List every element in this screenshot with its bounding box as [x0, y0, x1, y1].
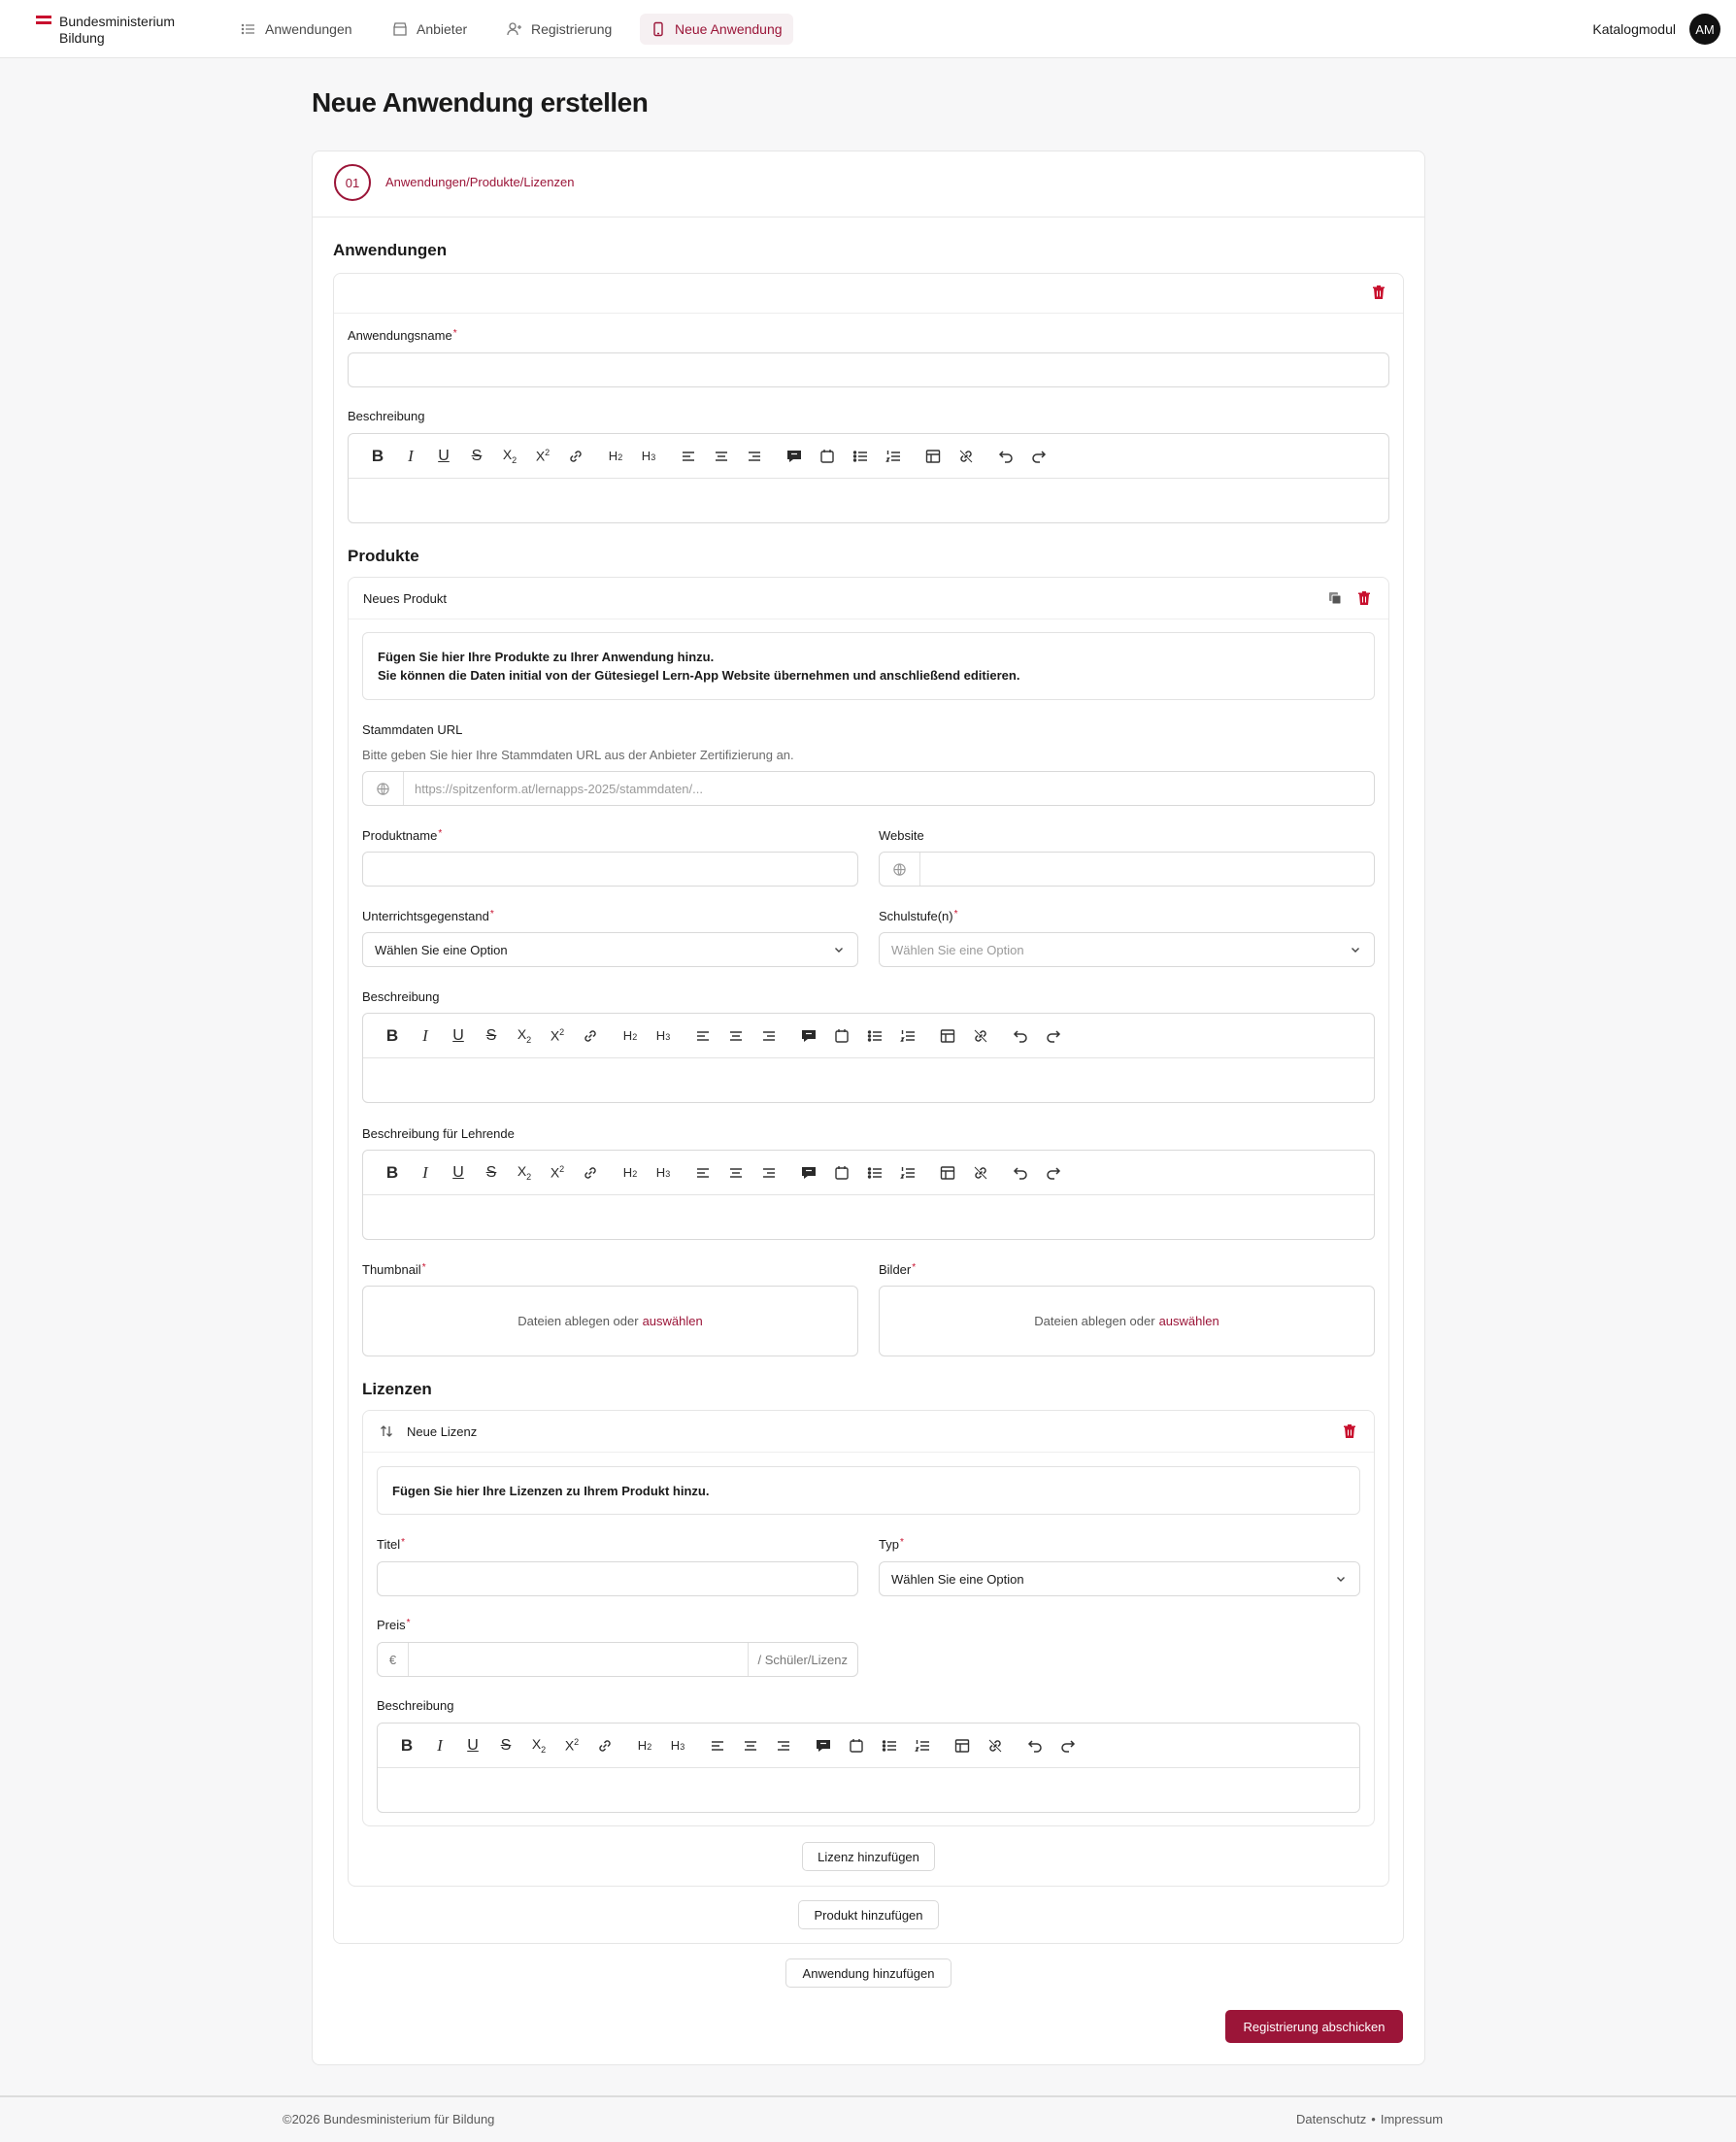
subscript-icon[interactable]: $X_2$: [531, 1736, 547, 1755]
undo-icon[interactable]: [989, 440, 1022, 473]
required-marker: *: [899, 1537, 904, 1548]
nav-neue-anwendung-label: Neue Anwendung: [675, 21, 783, 37]
required-marker: *: [401, 1537, 405, 1548]
bold-icon[interactable]: B: [385, 1025, 399, 1045]
duplicate-product-button[interactable]: [1325, 588, 1345, 608]
link-icon[interactable]: [574, 1020, 607, 1053]
redo-icon[interactable]: [1037, 1020, 1070, 1053]
bullet-list-icon[interactable]: [858, 1156, 891, 1189]
align-left-icon[interactable]: [686, 1020, 719, 1053]
underline-icon[interactable]: U: [452, 1026, 464, 1044]
top-navbar: [0, 0, 1736, 58]
comment-icon[interactable]: [807, 1729, 840, 1762]
comment-icon[interactable]: [792, 1020, 825, 1053]
required-marker: *: [438, 828, 443, 839]
step-divider: [313, 217, 1424, 218]
link-icon[interactable]: [559, 440, 592, 473]
produkt-beschreibung-label: Beschreibung: [362, 989, 440, 1004]
module-label[interactable]: Katalogmodul: [1592, 21, 1676, 37]
list-icon: [241, 21, 256, 37]
heading-3-icon[interactable]: H3: [670, 1738, 685, 1753]
footer: [0, 2095, 1736, 2142]
schulstufe-placeholder: Wählen Sie eine Option: [891, 942, 1024, 957]
comment-icon[interactable]: [792, 1156, 825, 1189]
editor-toolbar: [363, 1151, 1374, 1195]
heading-2-icon[interactable]: H2: [622, 1028, 638, 1043]
product-info-line2: Sie können die Daten initial von der Gütesiegel Lern-App Website übernehmen und anschließend editieren.: [378, 668, 1020, 683]
underline-icon[interactable]: U: [438, 447, 450, 464]
product-card-title: Neues Produkt: [363, 591, 447, 606]
unlink-icon[interactable]: [964, 1020, 997, 1053]
align-center-icon[interactable]: [734, 1729, 767, 1762]
heading-2-icon[interactable]: H2: [622, 1165, 638, 1180]
redo-icon[interactable]: [1022, 440, 1055, 473]
redo-icon[interactable]: [1052, 1729, 1085, 1762]
product-info-box: [362, 632, 1375, 700]
note-icon[interactable]: [825, 1156, 858, 1189]
step-label: Anwendungen/Produkte/Lizenzen: [385, 175, 575, 189]
align-right-icon[interactable]: [752, 1020, 785, 1053]
beschreibung-lehrende-label: Beschreibung für Lehrende: [362, 1126, 515, 1141]
heading-3-icon[interactable]: H3: [655, 1165, 671, 1180]
bold-icon[interactable]: B: [385, 1162, 399, 1182]
heading-3-icon[interactable]: H3: [655, 1028, 671, 1043]
bullet-list-icon[interactable]: [873, 1729, 906, 1762]
chevron-down-icon: [1349, 943, 1362, 956]
anwendungsname-input[interactable]: [348, 352, 1389, 387]
thumbnail-select-link[interactable]: auswählen: [642, 1314, 703, 1328]
add-application-button[interactable]: Anwendung hinzufügen: [785, 1958, 951, 1988]
stammdaten-label: Stammdaten URL: [362, 722, 463, 737]
align-right-icon[interactable]: [738, 440, 771, 473]
bold-icon[interactable]: B: [371, 446, 384, 465]
privacy-link[interactable]: Datenschutz: [1296, 2112, 1367, 2126]
license-titel-input[interactable]: [377, 1561, 858, 1596]
anwendungsname-label: Anwendungsname*: [348, 328, 457, 343]
imprint-link[interactable]: Impressum: [1380, 2112, 1444, 2126]
ordered-list-icon[interactable]: [877, 440, 910, 473]
required-marker: *: [406, 1618, 411, 1628]
license-info-text: Fügen Sie hier Ihre Lizenzen zu Ihrem Produkt hinzu.: [392, 1483, 710, 1498]
table-icon[interactable]: [931, 1020, 964, 1053]
sort-arrows-icon: [379, 1423, 394, 1439]
editor-toolbar: [378, 1724, 1359, 1768]
italic-icon[interactable]: I: [437, 1735, 443, 1755]
thumbnail-dropzone[interactable]: [362, 1286, 858, 1356]
nav-anbieter[interactable]: [382, 14, 478, 45]
license-typ-value: Wählen Sie eine Option: [891, 1571, 1024, 1587]
undo-icon[interactable]: [1004, 1020, 1037, 1053]
trash-icon: [1371, 284, 1386, 300]
license-info-box: [377, 1466, 1360, 1515]
bold-icon[interactable]: B: [400, 1735, 414, 1755]
italic-icon[interactable]: I: [422, 1025, 428, 1045]
bilder-select-link[interactable]: auswählen: [1158, 1314, 1219, 1328]
unlink-icon[interactable]: [950, 440, 983, 473]
align-center-icon[interactable]: [705, 440, 738, 473]
nav-neue-anwendung[interactable]: [640, 14, 793, 45]
price-suffix: / Schüler/Lizenz: [748, 1643, 858, 1676]
bullet-list-icon[interactable]: [858, 1020, 891, 1053]
required-marker: *: [489, 909, 494, 920]
product-info-line1: Fügen Sie hier Ihre Produkte zu Ihrer Anwendung hinzu.: [378, 650, 715, 664]
license-typ-select[interactable]: [879, 1561, 1360, 1596]
submit-registration-button[interactable]: Registrierung abschicken: [1225, 2010, 1403, 2043]
delete-license-button[interactable]: [1340, 1422, 1359, 1441]
strikethrough-icon[interactable]: S: [485, 1026, 497, 1044]
bilder-drop-text: Dateien ablegen oder: [1034, 1314, 1155, 1328]
anwendungen-heading: Anwendungen: [333, 241, 448, 259]
anwendung-beschreibung-label: Beschreibung: [348, 409, 425, 423]
nav-anwendungen[interactable]: [230, 14, 363, 45]
editor-toolbar: [363, 1014, 1374, 1058]
subscript-icon[interactable]: $X_2$: [502, 447, 517, 465]
user-area: [1592, 14, 1720, 45]
website-label: Website: [879, 828, 924, 843]
produkt-beschreibung-editor[interactable]: [362, 1013, 1375, 1103]
underline-icon[interactable]: U: [452, 1163, 464, 1181]
thumbnail-label: Thumbnail*: [362, 1262, 426, 1277]
required-marker: *: [421, 1262, 426, 1273]
align-right-icon[interactable]: [767, 1729, 800, 1762]
link-icon[interactable]: [574, 1156, 607, 1189]
schulstufe-label: Schulstufe(n)*: [879, 909, 958, 923]
align-left-icon[interactable]: [672, 440, 705, 473]
application-header-divider: [334, 313, 1403, 314]
delete-product-button[interactable]: [1354, 588, 1374, 608]
note-icon[interactable]: [811, 440, 844, 473]
store-icon: [392, 21, 408, 37]
delete-application-button[interactable]: [1369, 283, 1388, 302]
table-icon[interactable]: [946, 1729, 979, 1762]
license-header-divider: [363, 1452, 1374, 1453]
unterrichtsgegenstand-select[interactable]: [362, 932, 858, 967]
link-icon[interactable]: [588, 1729, 621, 1762]
typ-label: Typ*: [879, 1537, 904, 1552]
bilder-dropzone[interactable]: [879, 1286, 1375, 1356]
produkte-heading: Produkte: [348, 547, 419, 565]
lizenzen-heading: Lizenzen: [362, 1380, 432, 1398]
step-number: 01: [334, 164, 371, 201]
undo-icon[interactable]: [1018, 1729, 1052, 1762]
undo-icon[interactable]: [1004, 1156, 1037, 1189]
underline-icon[interactable]: U: [467, 1736, 479, 1754]
align-center-icon[interactable]: [719, 1020, 752, 1053]
chevron-down-icon: [1334, 1572, 1348, 1586]
add-license-button[interactable]: Lizenz hinzufügen: [802, 1842, 935, 1871]
austria-flag-icon: [36, 16, 51, 24]
anwendung-beschreibung-editor[interactable]: [348, 433, 1389, 523]
globe-icon: [880, 853, 920, 886]
editor-toolbar: [349, 434, 1388, 479]
nav-registrierung-label: Registrierung: [531, 21, 613, 37]
brand-line1: Bundesministerium: [59, 14, 176, 29]
strikethrough-icon[interactable]: S: [485, 1163, 497, 1181]
required-marker: *: [452, 328, 457, 339]
unlink-icon[interactable]: [964, 1156, 997, 1189]
strikethrough-icon[interactable]: S: [471, 447, 483, 464]
license-beschreibung-label: Beschreibung: [377, 1698, 454, 1713]
stammdaten-url-input[interactable]: [362, 771, 1375, 806]
currency-addon: €: [378, 1643, 409, 1676]
titel-label: Titel*: [377, 1537, 405, 1552]
superscript-icon[interactable]: $X^2$: [564, 1737, 580, 1754]
avatar[interactable]: AM: [1689, 14, 1720, 45]
align-right-icon[interactable]: [752, 1156, 785, 1189]
footer-copyright: ©2026 Bundesministerium für Bildung: [283, 2112, 495, 2126]
heading-2-icon[interactable]: H2: [637, 1738, 652, 1753]
align-center-icon[interactable]: [719, 1156, 752, 1189]
table-icon[interactable]: [931, 1156, 964, 1189]
nav-anwendungen-label: Anwendungen: [265, 21, 352, 37]
redo-icon[interactable]: [1037, 1156, 1070, 1189]
unlink-icon[interactable]: [979, 1729, 1012, 1762]
required-marker: *: [953, 909, 958, 920]
footer-separator: •: [1371, 2112, 1376, 2126]
ordered-list-icon[interactable]: [906, 1729, 939, 1762]
align-left-icon[interactable]: [686, 1156, 719, 1189]
superscript-icon[interactable]: $X^2$: [550, 1164, 565, 1181]
chevron-down-icon: [832, 943, 846, 956]
table-icon[interactable]: [917, 440, 950, 473]
thumbnail-drop-text: Dateien ablegen oder: [517, 1314, 639, 1328]
comment-icon[interactable]: [778, 440, 811, 473]
superscript-icon[interactable]: $X^2$: [535, 448, 551, 464]
italic-icon[interactable]: I: [408, 446, 414, 465]
required-marker: *: [912, 1262, 917, 1273]
heading-3-icon[interactable]: H3: [641, 449, 656, 463]
stammdaten-url-placeholder: https://spitzenform.at/lernapps-2025/stammdaten/...: [415, 781, 703, 796]
license-beschreibung-editor[interactable]: [377, 1723, 1360, 1813]
italic-icon[interactable]: I: [422, 1162, 428, 1182]
nav-anbieter-label: Anbieter: [417, 21, 468, 37]
reorder-license-handle[interactable]: [377, 1422, 396, 1441]
website-input[interactable]: [879, 852, 1375, 887]
heading-2-icon[interactable]: H2: [608, 449, 623, 463]
license-card-title: Neue Lizenz: [407, 1424, 478, 1439]
nav-registrierung[interactable]: [496, 14, 622, 45]
note-icon[interactable]: [840, 1729, 873, 1762]
preis-value-area[interactable]: [409, 1643, 748, 1676]
preis-label: Preis*: [377, 1618, 411, 1632]
note-icon[interactable]: [825, 1020, 858, 1053]
bullet-list-icon[interactable]: [844, 440, 877, 473]
beschreibung-lehrende-editor[interactable]: [362, 1150, 1375, 1240]
align-left-icon[interactable]: [701, 1729, 734, 1762]
page-title: Neue Anwendung erstellen: [312, 87, 649, 117]
ordered-list-icon[interactable]: [891, 1020, 924, 1053]
unterrichtsgegenstand-label: Unterrichtsgegenstand*: [362, 909, 494, 923]
globe-icon: [363, 772, 404, 805]
bilder-label: Bilder*: [879, 1262, 917, 1277]
add-product-button[interactable]: Produkt hinzufügen: [798, 1900, 939, 1929]
unterrichtsgegenstand-value: Wählen Sie eine Option: [375, 942, 508, 957]
subscript-icon[interactable]: $X_2$: [517, 1163, 532, 1182]
subscript-icon[interactable]: $X_2$: [517, 1026, 532, 1045]
stammdaten-hint: Bitte geben Sie hier Ihre Stammdaten URL aus der Anbieter Zertifizierung an.: [362, 748, 794, 762]
produktname-label: Produktname*: [362, 828, 443, 843]
superscript-icon[interactable]: $X^2$: [550, 1027, 565, 1044]
copy-icon: [1327, 590, 1343, 606]
phone-icon: [651, 21, 666, 37]
trash-icon: [1342, 1423, 1357, 1439]
schulstufe-select[interactable]: [879, 932, 1375, 967]
strikethrough-icon[interactable]: S: [500, 1736, 512, 1754]
ordered-list-icon[interactable]: [891, 1156, 924, 1189]
footer-links: [1296, 2112, 1443, 2126]
user-plus-icon: [507, 21, 522, 37]
license-preis-input[interactable]: [377, 1642, 858, 1677]
brand-line2: Bildung: [59, 30, 105, 46]
trash-icon: [1356, 590, 1372, 606]
produktname-input[interactable]: [362, 852, 858, 887]
